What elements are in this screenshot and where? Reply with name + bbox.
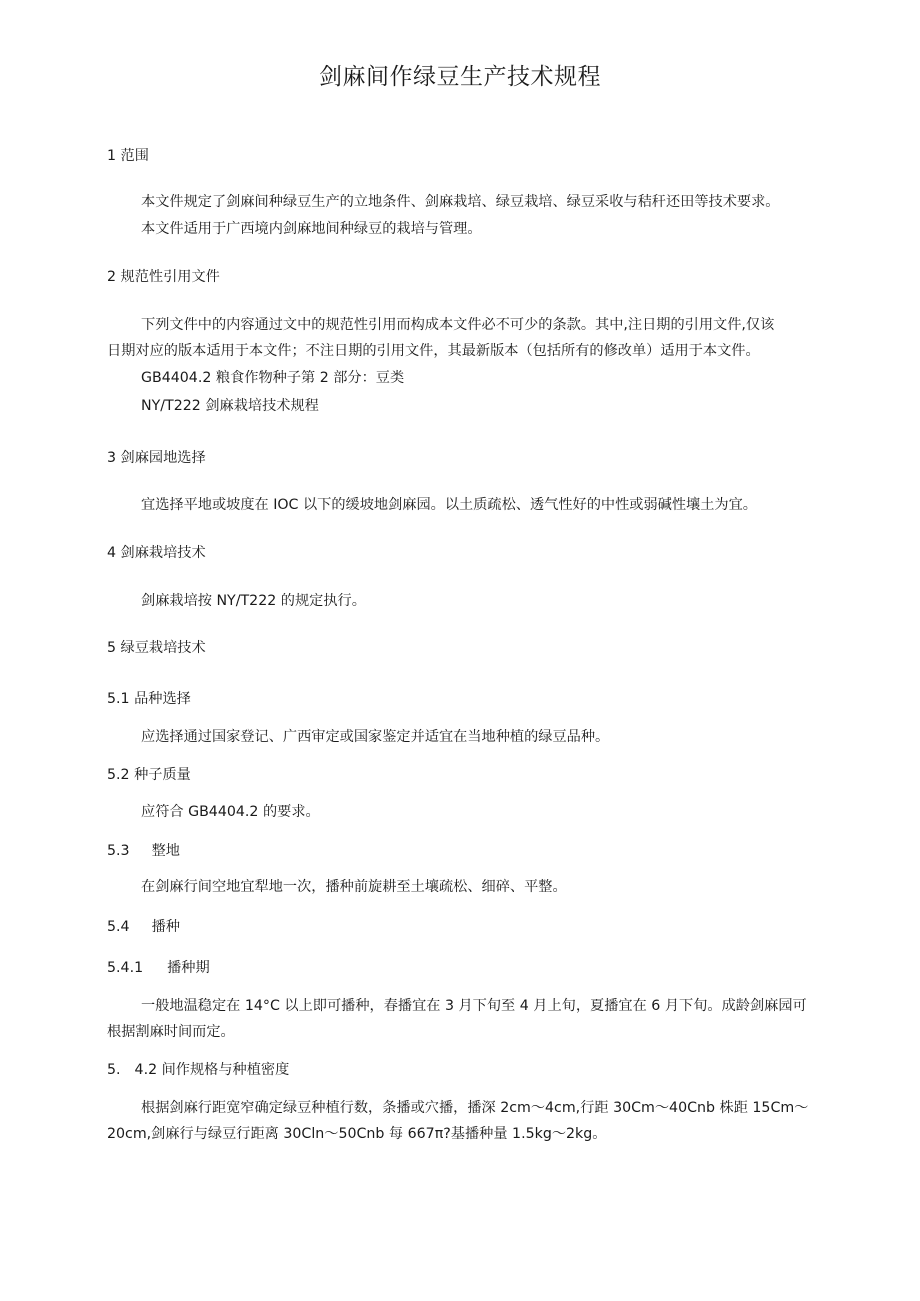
section-4-heading: 4 剑麻栽培技术 [107,545,206,561]
section-5-4-1-paragraph-line-1: 一般地温稳定在 14°C 以上即可播种，春播宜在 3 月下旬至 4 月上旬，夏播宜在 6 月下旬。成龄剑麻园可 [141,998,807,1014]
section-5-4-1-paragraph-line-2: 根据割麻时间而定。 [107,1024,235,1040]
section-5-4-number: 5.4 [107,919,130,935]
section-1-paragraph-2: 本文件适用于广西境内剑麻地间种绿豆的栽培与管理。 [141,221,482,237]
section-2-paragraph-line-1: 下列文件中的内容通过文中的规范性引用而构成本文件必不可少的条款。其中,注日期的引用文件,仅该 [141,317,775,333]
reference-gb4404: GB4404.2 粮食作物种子第 2 部分：豆类 [141,370,405,386]
section-5-4-2-paragraph-line-1: 根据剑麻行距宽窄确定绿豆种植行数，条播或穴播，播深 2cm～4cm,行距 30Cm～40Cnb 株距 15Cm～ [141,1100,809,1116]
section-5-4-1-title: 播种期 [167,960,210,976]
reference-nyt222: NY/T222 剑麻栽培技术规程 [141,398,319,414]
section-3-paragraph-1: 宜选择平地或坡度在 IOC 以下的缓坡地剑麻园。以土质疏松、透气性好的中性或弱碱性壤土为宜。 [141,497,757,513]
section-5-4-1-heading [107,958,210,978]
section-5-3-heading [107,841,180,861]
section-2-heading: 2 规范性引用文件 [107,269,220,285]
section-5-1-paragraph: 应选择通过国家登记、广西审定或国家鉴定并适宜在当地种植的绿豆品种。 [141,729,610,745]
section-4-paragraph-1: 剑麻栽培按 NY/T222 的规定执行。 [141,593,366,609]
document-title: 剑麻间作绿豆生产技术规程 [319,64,601,90]
section-5-heading: 5 绿豆栽培技术 [107,640,206,656]
section-5-4-1-number: 5.4.1 [107,960,144,976]
section-5-4-2-number: 5. [107,1062,121,1078]
section-5-4-heading [107,917,180,937]
section-5-2-paragraph: 应符合 GB4404.2 的要求。 [141,804,320,820]
section-5-3-number: 5.3 [107,843,130,859]
section-5-4-2-paragraph-line-2: 20cm,剑麻行与绿豆行距离 30Cln～50Cnb 每 667π?基播种量 1.5kg～2kg。 [107,1126,607,1142]
section-5-1-heading: 5.1 品种选择 [107,691,191,707]
section-5-3-title: 整地 [151,843,180,859]
section-2-paragraph-line-2: 日期对应的版本适用于本文件；不注日期的引用文件，其最新版本（包括所有的修改单）适用于本文件。 [107,343,760,359]
section-3-heading: 3 剑麻园地选择 [107,450,206,466]
section-5-4-2-title: 4.2 间作规格与种植密度 [134,1062,290,1078]
section-5-3-paragraph: 在剑麻行间空地宜犁地一次，播种前旋耕至土壤疏松、细碎、平整。 [141,879,567,895]
section-5-4-2-heading [107,1060,289,1080]
section-1-heading: 1 范围 [107,148,149,164]
section-5-2-heading: 5.2 种子质量 [107,767,191,783]
section-5-4-title: 播种 [151,919,180,935]
section-1-paragraph-1: 本文件规定了剑麻间种绿豆生产的立地条件、剑麻栽培、绿豆栽培、绿豆采收与秸秆还田等技术要求。 [141,194,780,210]
